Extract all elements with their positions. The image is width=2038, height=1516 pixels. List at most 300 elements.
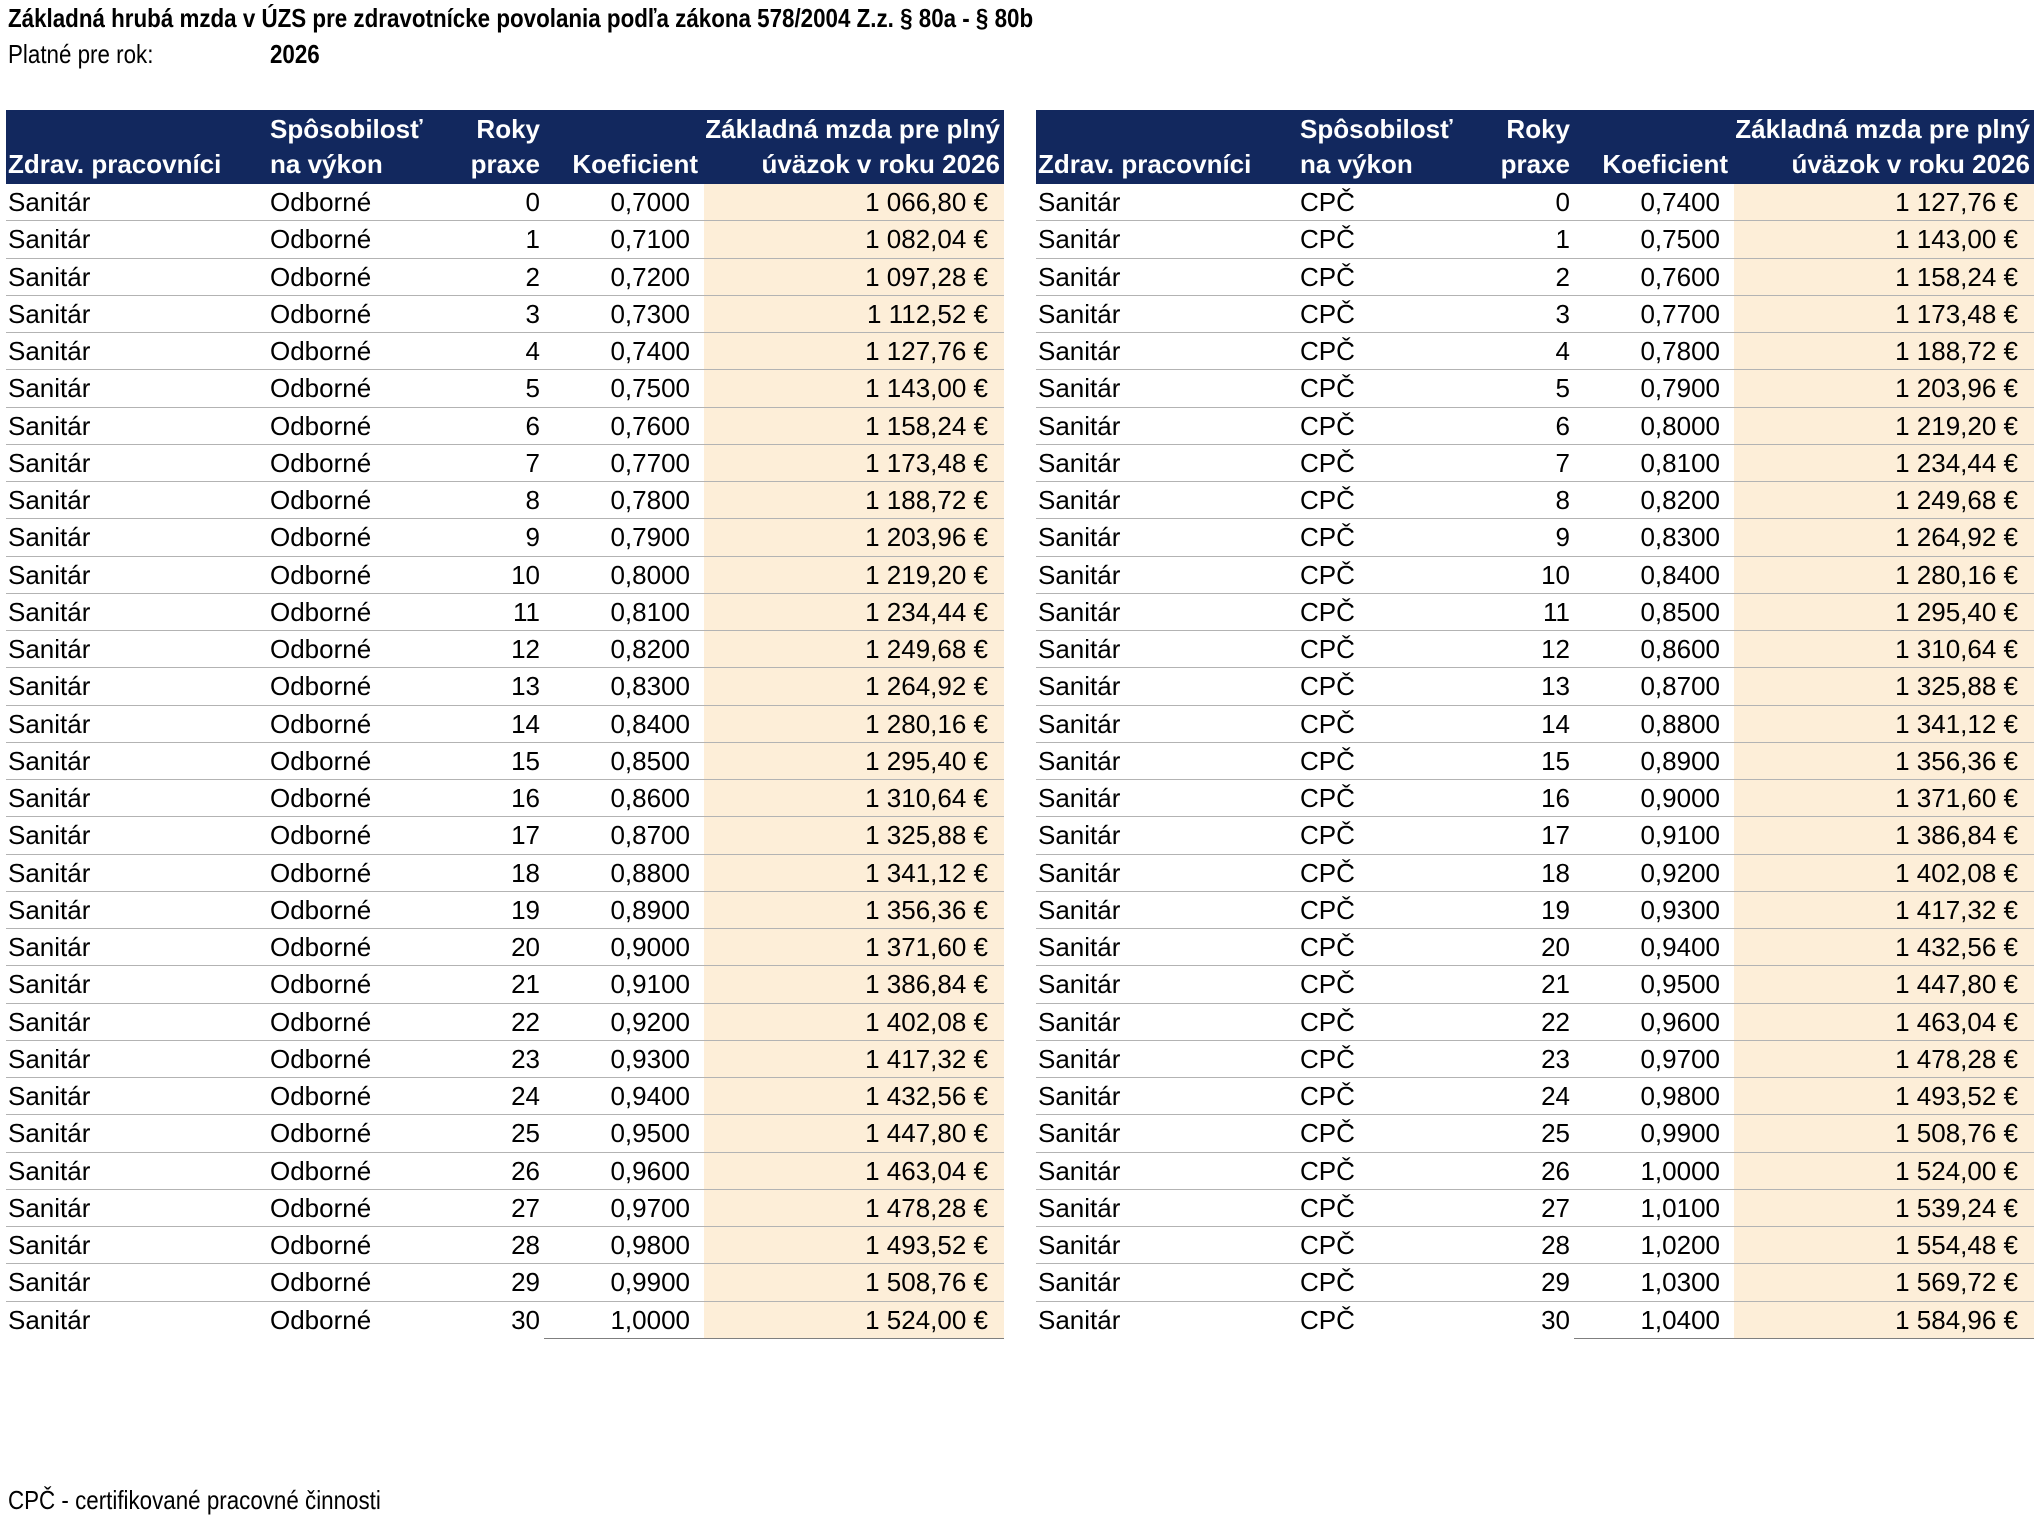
cell-years: 25 [1476, 1115, 1574, 1152]
table-row [6, 1078, 1004, 1115]
header-worker: Zdrav. pracovníci [1038, 149, 1252, 179]
cell-worker: Sanitár [6, 929, 268, 966]
cell-years: 7 [1476, 445, 1574, 482]
header-coefficient: Koeficient [572, 149, 698, 179]
cell-worker: Sanitár [6, 445, 268, 482]
cell-worker: Sanitár [8, 1304, 91, 1335]
cell-salary: 1 219,20 € [704, 557, 1004, 594]
cell-years: 3 [1476, 296, 1574, 333]
cell-salary: 1 508,76 € [704, 1264, 1004, 1301]
cell-coefficient: 1,0100 [1574, 1190, 1734, 1227]
cell-coefficient: 0,7000 [544, 184, 704, 221]
table-row [1036, 1302, 2034, 1339]
cell-worker: Sanitár [6, 1264, 268, 1301]
cell-salary: 1 493,52 € [704, 1227, 1004, 1264]
table-row [1036, 668, 2034, 705]
table-row [1036, 817, 2034, 854]
cell-years: 20 [1476, 929, 1574, 966]
cell-years: 24 [446, 1078, 544, 1115]
cell-coefficient: 0,7500 [544, 370, 704, 407]
table-header [6, 110, 1004, 184]
cell-coefficient: 0,8800 [544, 855, 704, 892]
cell-salary: 1 417,32 € [704, 1041, 1004, 1078]
cell-years: 24 [1476, 1078, 1574, 1115]
cell-salary: 1 127,76 € [704, 333, 1004, 370]
table-row [6, 259, 1004, 296]
cell-years: 9 [446, 519, 544, 556]
cell-salary: 1 280,16 € [704, 706, 1004, 743]
cell-worker: Sanitár [1036, 668, 1298, 705]
cell-salary: 1 478,28 € [1734, 1041, 2034, 1078]
cell-worker: Sanitár [1036, 259, 1298, 296]
cell-worker: Sanitár [6, 333, 268, 370]
cell-coefficient: 0,8400 [544, 706, 704, 743]
table-row [6, 1190, 1004, 1227]
table-row [6, 855, 1004, 892]
salary-table-odborne [6, 110, 1004, 1339]
cell-salary: 1 325,88 € [704, 817, 1004, 854]
cell-worker: Sanitár [1036, 408, 1298, 445]
cell-competence: CPČ [1298, 780, 1476, 817]
cell-coefficient: 0,7400 [544, 333, 704, 370]
cell-years: 13 [1476, 668, 1574, 705]
table-body [6, 184, 1004, 1339]
cell-competence: Odborné [270, 1304, 372, 1335]
cell-competence: Odborné [268, 743, 446, 780]
cell-salary: 1 356,36 € [1734, 743, 2034, 780]
cell-competence: CPČ [1298, 668, 1476, 705]
table-row [6, 519, 1004, 556]
cell-worker: Sanitár [6, 1115, 268, 1152]
cell-competence: CPČ [1298, 259, 1476, 296]
cell-competence: Odborné [268, 557, 446, 594]
cell-competence: Odborné [268, 1190, 446, 1227]
table-row [6, 1227, 1004, 1264]
cell-coefficient: 0,9000 [1574, 780, 1734, 817]
cell-worker: Sanitár [1036, 929, 1298, 966]
cell-salary: 1 295,40 € [1734, 594, 2034, 631]
table-row [1036, 743, 2034, 780]
cell-years: 21 [446, 966, 544, 1003]
table-row [1036, 1227, 2034, 1264]
cell-salary: 1 447,80 € [704, 1115, 1004, 1152]
cell-salary: 1 173,48 € [704, 445, 1004, 482]
cell-years: 14 [446, 706, 544, 743]
cell-coefficient: 0,7900 [1574, 370, 1734, 407]
cell-worker: Sanitár [1036, 333, 1298, 370]
cell-competence: Odborné [268, 1115, 446, 1152]
cell-worker: Sanitár [6, 594, 268, 631]
cell-competence: Odborné [268, 706, 446, 743]
cell-worker: Sanitár [6, 1190, 268, 1227]
cell-competence: CPČ [1298, 1041, 1476, 1078]
cell-years: 8 [1476, 482, 1574, 519]
table-row [6, 557, 1004, 594]
cell-worker: Sanitár [6, 966, 268, 1003]
cell-worker: Sanitár [6, 855, 268, 892]
cell-coefficient: 0,8500 [544, 743, 704, 780]
cell-years: 19 [1476, 892, 1574, 929]
cell-salary: 1 143,00 € [704, 370, 1004, 407]
cell-competence: CPČ [1298, 706, 1476, 743]
header-coefficient: Koeficient [1602, 149, 1728, 179]
table-row [6, 408, 1004, 445]
table-row [6, 1264, 1004, 1301]
cell-competence: Odborné [268, 408, 446, 445]
cell-competence: CPČ [1298, 929, 1476, 966]
cell-competence: CPČ [1298, 519, 1476, 556]
cell-worker: Sanitár [1038, 1304, 1121, 1335]
table-row [1036, 370, 2034, 407]
table-row [6, 445, 1004, 482]
cell-salary: 1 264,92 € [1734, 519, 2034, 556]
cell-worker: Sanitár [1036, 892, 1298, 929]
cell-salary: 1 386,84 € [704, 966, 1004, 1003]
cell-worker: Sanitár [6, 780, 268, 817]
cell-coefficient: 0,9300 [1574, 892, 1734, 929]
cell-coefficient: 0,8200 [1574, 482, 1734, 519]
cell-worker: Sanitár [1036, 855, 1298, 892]
cell-competence: CPČ [1298, 445, 1476, 482]
cell-coefficient: 0,7800 [1574, 333, 1734, 370]
cell-worker: Sanitár [1036, 780, 1298, 817]
header-competence: Spôsobilosť na výkon [1300, 114, 1453, 179]
cell-coefficient: 1,0200 [1574, 1227, 1734, 1264]
cell-worker: Sanitár [1036, 817, 1298, 854]
table-row [1036, 855, 2034, 892]
cell-coefficient: 0,8100 [1574, 445, 1734, 482]
cell-competence: Odborné [268, 1078, 446, 1115]
cell-coefficient: 0,8900 [544, 892, 704, 929]
cell-years: 11 [446, 594, 544, 631]
table-row [6, 892, 1004, 929]
table-row [1036, 966, 2034, 1003]
year-value: 2026 [270, 39, 320, 69]
cell-years: 15 [446, 743, 544, 780]
cell-salary: 1 432,56 € [704, 1078, 1004, 1115]
cell-coefficient: 0,8700 [544, 817, 704, 854]
cell-competence: CPČ [1298, 1264, 1476, 1301]
cell-coefficient: 0,8600 [544, 780, 704, 817]
cell-coefficient: 0,8700 [1574, 668, 1734, 705]
table-row [6, 1004, 1004, 1041]
cell-salary: 1 402,08 € [704, 1004, 1004, 1041]
cell-worker: Sanitár [1036, 1004, 1298, 1041]
cell-salary: 1 341,12 € [1734, 706, 2034, 743]
cell-worker: Sanitár [1036, 1264, 1298, 1301]
cell-worker: Sanitár [6, 1078, 268, 1115]
cell-coefficient: 1,0300 [1574, 1264, 1734, 1301]
table-row [6, 780, 1004, 817]
cell-salary: 1 371,60 € [1734, 780, 2034, 817]
cell-coefficient: 0,7200 [544, 259, 704, 296]
cell-coefficient: 0,8000 [544, 557, 704, 594]
cell-years: 9 [1476, 519, 1574, 556]
cell-salary: 1 188,72 € [704, 482, 1004, 519]
cell-years: 30 [511, 1304, 540, 1335]
cell-years: 11 [1476, 594, 1574, 631]
cell-worker: Sanitár [6, 557, 268, 594]
table-row [1036, 221, 2034, 258]
cell-worker: Sanitár [1036, 594, 1298, 631]
cell-competence: CPČ [1298, 482, 1476, 519]
cell-competence: Odborné [268, 184, 446, 221]
cell-years: 22 [1476, 1004, 1574, 1041]
table-row [1036, 929, 2034, 966]
cell-worker: Sanitár [1036, 370, 1298, 407]
cell-coefficient: 0,9900 [1574, 1115, 1734, 1152]
cell-worker: Sanitár [6, 519, 268, 556]
cell-coefficient: 0,7500 [1574, 221, 1734, 258]
cell-competence: CPČ [1298, 1153, 1476, 1190]
cell-years: 1 [446, 221, 544, 258]
cell-years: 0 [446, 184, 544, 221]
cell-coefficient: 0,8500 [1574, 594, 1734, 631]
cell-worker: Sanitár [6, 1153, 268, 1190]
cell-years: 5 [1476, 370, 1574, 407]
cell-years: 22 [446, 1004, 544, 1041]
cell-worker: Sanitár [6, 1004, 268, 1041]
cell-coefficient: 0,9800 [544, 1227, 704, 1264]
cell-salary: 1 371,60 € [704, 929, 1004, 966]
table-row [1036, 594, 2034, 631]
cell-salary: 1 158,24 € [1734, 259, 2034, 296]
cell-worker: Sanitár [6, 743, 268, 780]
table-row [1036, 184, 2034, 221]
cell-competence: CPČ [1298, 1115, 1476, 1152]
cell-worker: Sanitár [6, 1227, 268, 1264]
table-row [6, 966, 1004, 1003]
cell-competence: Odborné [268, 296, 446, 333]
cell-salary: 1 524,00 € [1734, 1153, 2034, 1190]
cell-coefficient: 0,9900 [544, 1264, 704, 1301]
cell-years: 1 [1476, 221, 1574, 258]
cell-years: 6 [1476, 408, 1574, 445]
cell-competence: Odborné [268, 1153, 446, 1190]
cell-salary: 1 249,68 € [704, 631, 1004, 668]
table-row [6, 333, 1004, 370]
cell-years: 4 [1476, 333, 1574, 370]
cell-years: 25 [446, 1115, 544, 1152]
cell-salary: 1 463,04 € [704, 1153, 1004, 1190]
footnote: CPČ - certifikované pracovné činnosti [8, 1485, 381, 1515]
cell-coefficient: 0,8900 [1574, 743, 1734, 780]
cell-worker: Sanitár [1036, 743, 1298, 780]
cell-competence: Odborné [268, 780, 446, 817]
cell-salary: 1 463,04 € [1734, 1004, 2034, 1041]
cell-competence: CPČ [1298, 296, 1476, 333]
cell-competence: Odborné [268, 929, 446, 966]
cell-competence: CPČ [1298, 370, 1476, 407]
table-row [1036, 1041, 2034, 1078]
cell-coefficient: 0,9000 [544, 929, 704, 966]
cell-coefficient: 0,9800 [1574, 1078, 1734, 1115]
cell-competence: CPČ [1298, 408, 1476, 445]
cell-years: 21 [1476, 966, 1574, 1003]
cell-coefficient: 0,8100 [544, 594, 704, 631]
cell-coefficient: 0,7700 [544, 445, 704, 482]
header-competence: Spôsobilosť na výkon [270, 114, 423, 179]
cell-coefficient: 0,9100 [544, 966, 704, 1003]
cell-coefficient: 0,9400 [544, 1078, 704, 1115]
cell-salary: 1 341,12 € [704, 855, 1004, 892]
cell-coefficient: 0,9200 [544, 1004, 704, 1041]
cell-competence: Odborné [268, 445, 446, 482]
table-row [1036, 557, 2034, 594]
cell-coefficient: 0,8600 [1574, 631, 1734, 668]
cell-competence: Odborné [268, 892, 446, 929]
cell-salary: 1 584,96 € [1734, 1302, 2034, 1339]
cell-years: 7 [446, 445, 544, 482]
cell-salary: 1 112,52 € [704, 296, 1004, 333]
table-row [6, 1115, 1004, 1152]
cell-worker: Sanitár [1036, 1190, 1298, 1227]
cell-worker: Sanitár [1036, 1153, 1298, 1190]
cell-worker: Sanitár [6, 631, 268, 668]
cell-salary: 1 569,72 € [1734, 1264, 2034, 1301]
table-header [1036, 110, 2034, 184]
table-row [6, 1041, 1004, 1078]
header-worker: Zdrav. pracovníci [8, 149, 222, 179]
cell-competence: CPČ [1298, 1004, 1476, 1041]
cell-competence: Odborné [268, 966, 446, 1003]
table-row [1036, 706, 2034, 743]
cell-years: 20 [446, 929, 544, 966]
cell-coefficient: 1,0400 [1574, 1302, 1734, 1339]
cell-years: 16 [446, 780, 544, 817]
cell-salary: 1 356,36 € [704, 892, 1004, 929]
cell-competence: CPČ [1298, 221, 1476, 258]
cell-competence: CPČ [1298, 892, 1476, 929]
cell-coefficient: 0,7700 [1574, 296, 1734, 333]
table-row [6, 594, 1004, 631]
year-label: Platné pre rok: [8, 39, 154, 69]
cell-coefficient: 0,9600 [1574, 1004, 1734, 1041]
cell-competence: Odborné [268, 259, 446, 296]
cell-salary: 1 249,68 € [1734, 482, 2034, 519]
cell-years: 2 [446, 259, 544, 296]
cell-years: 27 [1476, 1190, 1574, 1227]
cell-salary: 1 203,96 € [704, 519, 1004, 556]
cell-worker: Sanitár [6, 408, 268, 445]
table-row [6, 184, 1004, 221]
cell-competence: CPČ [1298, 855, 1476, 892]
cell-coefficient: 0,7600 [1574, 259, 1734, 296]
cell-salary: 1 554,48 € [1734, 1227, 2034, 1264]
cell-salary: 1 143,00 € [1734, 221, 2034, 258]
cell-salary: 1 264,92 € [704, 668, 1004, 705]
cell-salary: 1 127,76 € [1734, 184, 2034, 221]
cell-years: 23 [1476, 1041, 1574, 1078]
cell-competence: Odborné [268, 1004, 446, 1041]
cell-competence: Odborné [268, 594, 446, 631]
cell-competence: Odborné [268, 1041, 446, 1078]
cell-salary: 1 173,48 € [1734, 296, 2034, 333]
cell-worker: Sanitár [1036, 706, 1298, 743]
cell-years: 6 [446, 408, 544, 445]
cell-competence: CPČ [1298, 743, 1476, 780]
cell-years: 10 [446, 557, 544, 594]
cell-coefficient: 0,7900 [544, 519, 704, 556]
cell-years: 17 [1476, 817, 1574, 854]
cell-salary: 1 066,80 € [704, 184, 1004, 221]
cell-coefficient: 0,9700 [1574, 1041, 1734, 1078]
table-row [1036, 780, 2034, 817]
cell-worker: Sanitár [1036, 184, 1298, 221]
table-row [6, 706, 1004, 743]
cell-coefficient: 0,9600 [544, 1153, 704, 1190]
cell-salary: 1 325,88 € [1734, 668, 2034, 705]
cell-salary: 1 203,96 € [1734, 370, 2034, 407]
cell-competence: CPČ [1298, 817, 1476, 854]
cell-salary: 1 310,64 € [704, 780, 1004, 817]
cell-salary: 1 432,56 € [1734, 929, 2034, 966]
cell-worker: Sanitár [6, 892, 268, 929]
cell-coefficient: 0,7600 [544, 408, 704, 445]
cell-worker: Sanitár [1036, 1115, 1298, 1152]
header-salary: Základná mzda pre plný úväzok v roku 2026 [1735, 114, 2030, 179]
table-row [6, 631, 1004, 668]
header-years: Roky praxe [470, 114, 540, 179]
cell-coefficient: 0,8400 [1574, 557, 1734, 594]
cell-coefficient: 0,9700 [544, 1190, 704, 1227]
cell-worker: Sanitár [6, 296, 268, 333]
cell-years: 17 [446, 817, 544, 854]
cell-worker: Sanitár [1036, 1078, 1298, 1115]
cell-years: 2 [1476, 259, 1574, 296]
cell-competence: CPČ [1298, 184, 1476, 221]
cell-coefficient: 0,7300 [544, 296, 704, 333]
cell-years: 29 [1476, 1264, 1574, 1301]
cell-coefficient: 0,8000 [1574, 408, 1734, 445]
table-row [1036, 1264, 2034, 1301]
cell-years: 19 [446, 892, 544, 929]
cell-competence: Odborné [268, 817, 446, 854]
cell-worker: Sanitár [6, 259, 268, 296]
table-row [1036, 631, 2034, 668]
cell-coefficient: 1,0000 [1574, 1153, 1734, 1190]
table-row [6, 370, 1004, 407]
table-row [6, 482, 1004, 519]
cell-years: 16 [1476, 780, 1574, 817]
cell-years: 15 [1476, 743, 1574, 780]
cell-worker: Sanitár [6, 482, 268, 519]
cell-salary: 1 478,28 € [704, 1190, 1004, 1227]
cell-competence: CPČ [1298, 333, 1476, 370]
cell-competence: Odborné [268, 519, 446, 556]
cell-years: 23 [446, 1041, 544, 1078]
cell-competence: CPČ [1298, 631, 1476, 668]
cell-worker: Sanitár [1036, 482, 1298, 519]
table-row [1036, 892, 2034, 929]
cell-competence: CPČ [1298, 1190, 1476, 1227]
cell-competence: CPČ [1298, 594, 1476, 631]
cell-salary: 1 295,40 € [704, 743, 1004, 780]
table-row [1036, 1190, 2034, 1227]
cell-worker: Sanitár [1036, 1227, 1298, 1264]
cell-worker: Sanitár [1036, 296, 1298, 333]
cell-coefficient: 0,7800 [544, 482, 704, 519]
table-row [6, 743, 1004, 780]
table-row [6, 929, 1004, 966]
cell-competence: Odborné [268, 1227, 446, 1264]
cell-worker: Sanitár [1036, 966, 1298, 1003]
cell-worker: Sanitár [1036, 445, 1298, 482]
table-row [6, 1153, 1004, 1190]
cell-competence: Odborné [268, 668, 446, 705]
cell-years: 27 [446, 1190, 544, 1227]
cell-competence: Odborné [268, 370, 446, 407]
